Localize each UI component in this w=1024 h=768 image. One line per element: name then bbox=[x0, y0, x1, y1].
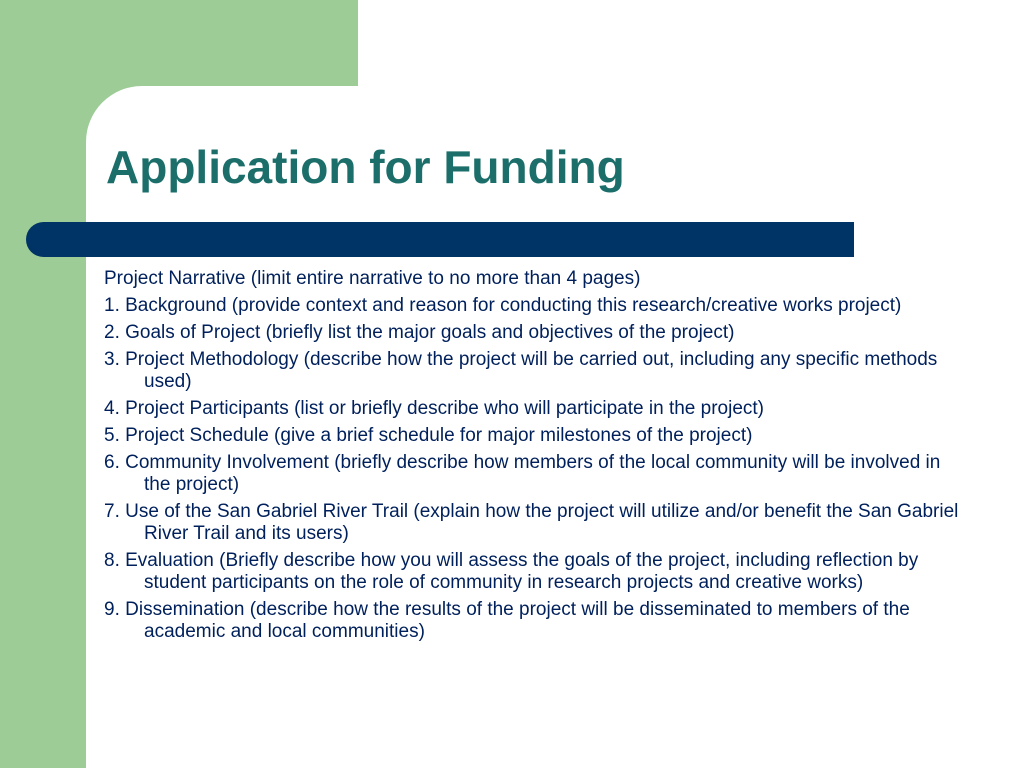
list-item-goals: 2. Goals of Project (briefly list the major goals and objectives of the project) bbox=[104, 322, 735, 343]
title-underline-bar bbox=[26, 222, 854, 257]
list-item-evaluation: 8. Evaluation (Briefly describe how you will assess the goals of the project, including reflection by student participants on the role of community in research projects and creative works) bbox=[104, 550, 919, 593]
list-item-community-involvement: 6. Community Involvement (briefly describe how members of the local community will be involved in the project) bbox=[104, 452, 941, 495]
list-item-background: 1. Background (provide context and reason for conducting this research/creative works project) bbox=[104, 295, 902, 316]
slide-title: Application for Funding bbox=[106, 141, 625, 193]
list-item-river-trail: 7. Use of the San Gabriel River Trail (explain how the project will utilize and/or benefit the San Gabriel River Trail and its users) bbox=[104, 501, 959, 544]
intro-text: Project Narrative (limit entire narrative to no more than 4 pages) bbox=[104, 268, 641, 289]
list-item-participants: 4. Project Participants (list or briefly describe who will participate in the project) bbox=[104, 398, 764, 419]
list-item-dissemination: 9. Dissemination (describe how the results of the project will be disseminated to members of the academic and local communities) bbox=[104, 599, 910, 642]
list-item-methodology: 3. Project Methodology (describe how the project will be carried out, including any specific methods used) bbox=[104, 349, 938, 392]
list-item-schedule: 5. Project Schedule (give a brief schedule for major milestones of the project) bbox=[104, 425, 753, 446]
slide-body bbox=[104, 268, 964, 648]
